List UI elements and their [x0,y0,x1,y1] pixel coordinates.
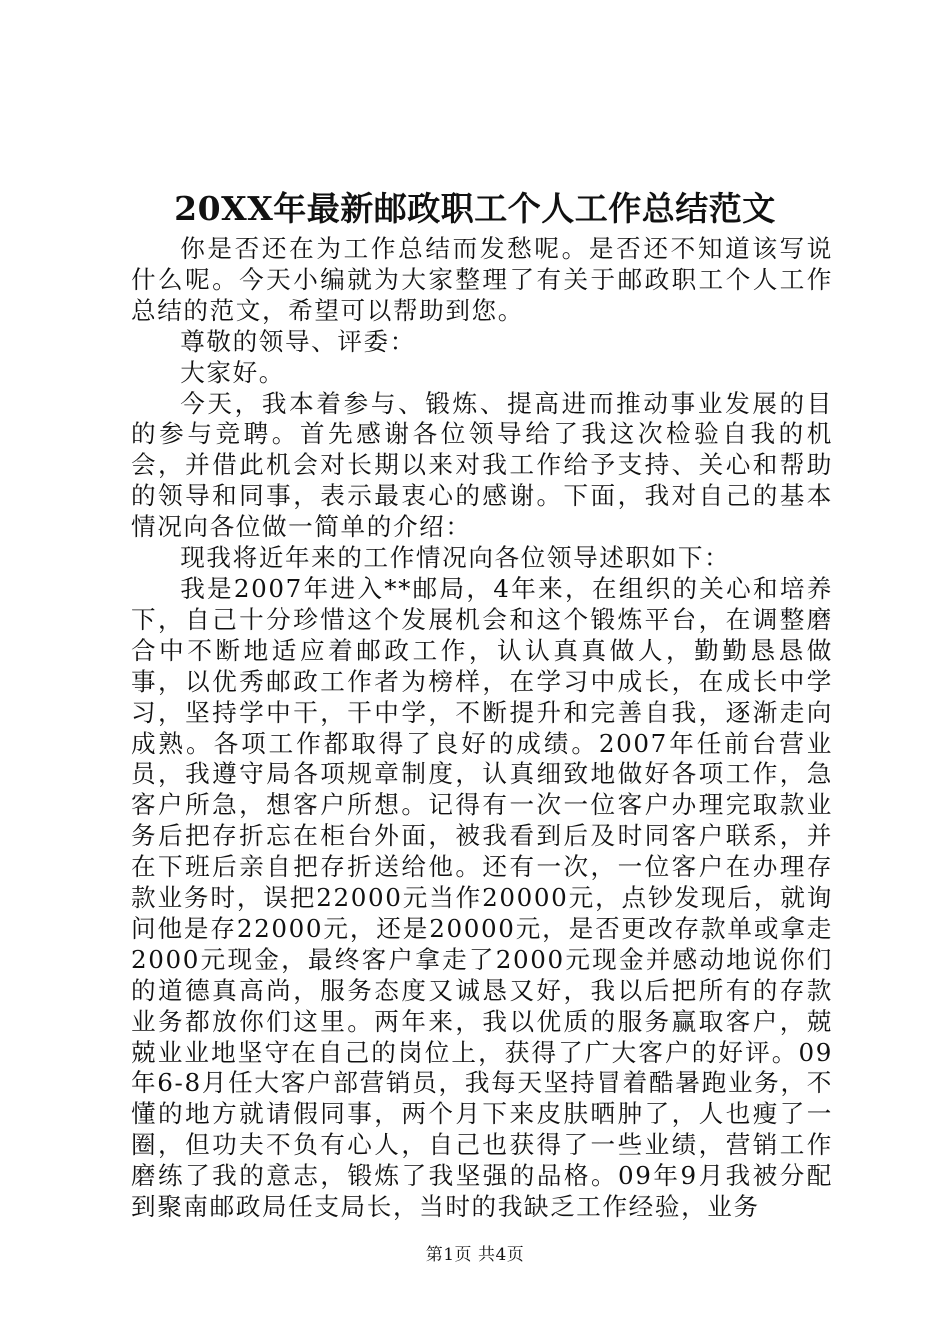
paragraph-work-history: 我是2007年进入**邮局，4年来，在组织的关心和培养下，自己十分珍惜这个发展机会和这个锻炼平台，在调整磨合中不断地适应着邮政工作，认认真真做人，勤勤恳恳做事，以优秀邮政工作者为榜样，在学习中成长，在成长中学习，坚持学中干，干中学，不断提升和完善自我，逐渐走向成熟。各项工作都取得了良好的成绩。2007年任前台营业员，我遵守局各项规章制度，认真细致地做好各项工作，急客户所急，想客户所想。记得有一次一位客户办理完取款业务后把存折忘在柜台外面，被我看到后及时同客户联系，并在下班后亲自把存折送给他。还有一次，一位客户在办理存款业务时，误把22000元当作20000元，点钞发现后，就询问他是存22000元，还是20000元，是否更改存款单或拿走2000元现金，最终客户拿走了2000元现金并感动地说你们的道德真高尚，服务态度又诚恳又好，我以后把所有的存款业务都放你们这里。两年来，我以优质的服务赢取客户，兢兢业业地坚守在自己的岗位上，获得了广大客户的好评。09年6-8月任大客户部营销员，我每天坚持冒着酷暑跑业务，不懂的地方就请假同事，两个月下来皮肤晒肿了，人也瘦了一圈，但功夫不负有心人，自己也获得了一些业绩，营销工作磨练了我的意志，锻炼了我坚强的品格。09年9月我被分配到聚南邮政局任支局长，当时的我缺乏工作经验，业务 [131,573,833,1222]
paragraph-report-intro: 现我将近年来的工作情况向各位领导述职如下： [180,543,731,573]
document-body [131,234,833,1223]
paragraph-intro: 你是否还在为工作总结而发愁呢。是否还不知道该写说什么呢。今天小编就为大家整理了有关于邮政职工个人工作总结的范文，希望可以帮助到您。 [131,234,833,325]
paragraph-salutation: 尊敬的领导、评委： [180,326,416,356]
paragraph-opening: 今天，我本着参与、锻炼、提高进而推动事业发展的目的参与竞聘。首先感谢各位领导给了我这次检验自我的机会，并借此机会对长期以来对我工作给予支持、关心和帮助的领导和同事，表示最衷心的感谢。下面，我对自己的基本情况向各位做一简单的介绍： [131,388,833,542]
document-title: 20XX年最新邮政职工个人工作总结范文 [174,189,776,228]
page-number-footer: 第1页 共4页 [425,1245,525,1265]
paragraph-greeting: 大家好。 [180,357,285,387]
